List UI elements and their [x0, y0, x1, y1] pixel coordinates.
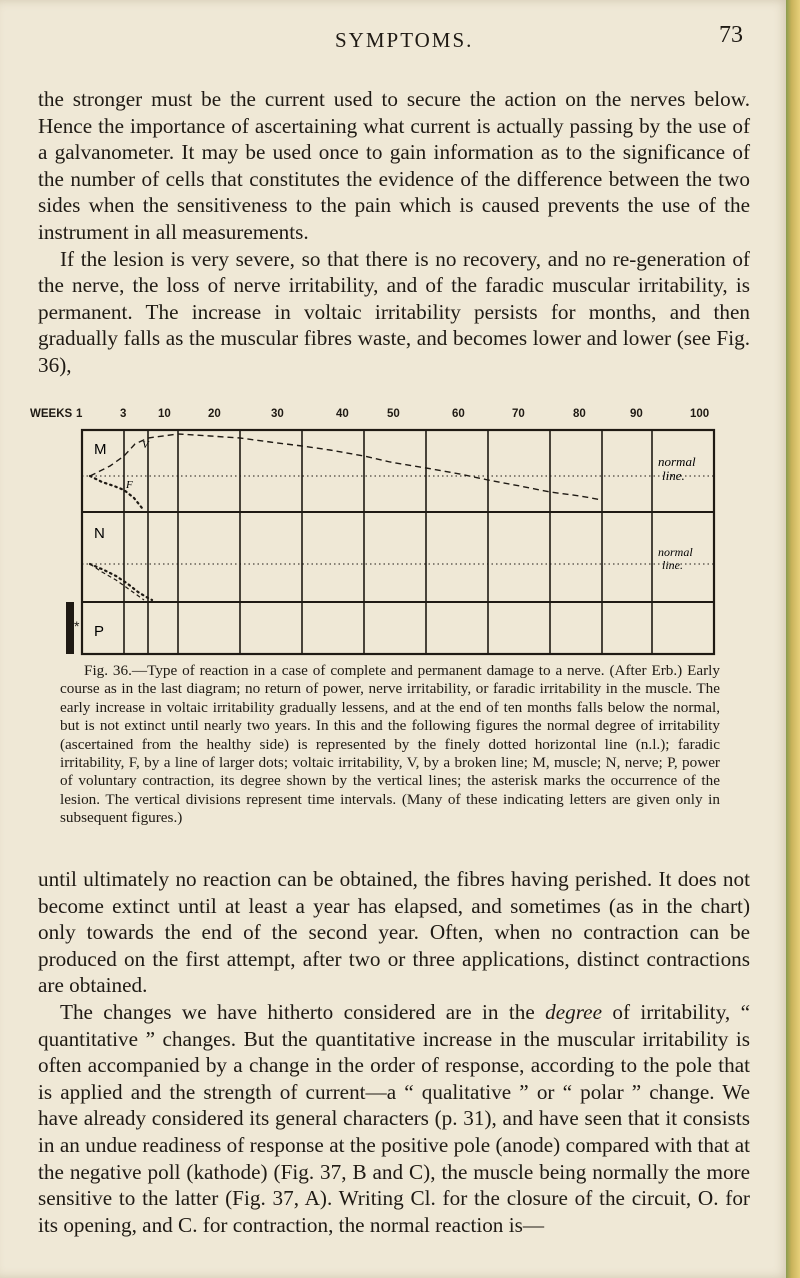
- figure-36: [30, 404, 760, 640]
- scale-tick: 10: [158, 408, 171, 420]
- running-head: SYMPTOMS.: [335, 28, 474, 52]
- paragraph: the stronger must be the current used to secure the action on the nerves below. Hence the importance of ascertaining what current is actually passing by the use of a galvanometer. It may be used once to gain information as to the significance of the number of cells that constitutes the evidence of the difference between the two sides when the sensitiveness to the pain which is caused prevents the use of the instrument in all measurements.: [38, 87, 750, 244]
- page-number: 73: [719, 22, 743, 48]
- asterisk: *: [74, 618, 80, 634]
- scale-tick: 1: [76, 408, 83, 420]
- scale-tick: 100: [690, 408, 710, 420]
- normal-line-label-muscle: normal line.: [658, 454, 696, 483]
- faradic-irritability-line-nerve: [90, 564, 152, 600]
- scale-tick: 20: [208, 408, 221, 420]
- row-label-muscle: M: [94, 441, 107, 458]
- marker-v: V: [142, 439, 149, 451]
- row-label-nerve: N: [94, 525, 105, 542]
- scale-tick: 70: [512, 408, 525, 420]
- voltaic-irritability-line: [90, 434, 602, 500]
- scale-tick: 40: [336, 408, 349, 420]
- row-label-power: P: [94, 623, 105, 640]
- paragraph: until ultimately no reaction can be obtained, the fibres having perished. It does not become extinct until at least a year has elapsed, and sometimes (as in the chart) only towards the end of the second year. Often, when no contraction can be produced on the first attempt, after two or three applications, distinct contractions are obtained.: [38, 867, 750, 998]
- text-run: The changes we have hitherto considered are in the: [60, 999, 546, 1024]
- figure-caption: [60, 662, 720, 828]
- paragraph: [38, 999, 750, 1238]
- reaction-chart: [30, 426, 760, 662]
- scale-tick: 90: [630, 408, 643, 420]
- scale-tick: 3: [120, 408, 127, 420]
- scale-label: WEEKS: [30, 408, 73, 420]
- lesion-bar: [66, 602, 74, 654]
- voltaic-irritability-line-nerve: [90, 564, 144, 600]
- normal-line-label-nerve: normal line.: [658, 545, 693, 572]
- emphasis: degree: [545, 999, 602, 1024]
- marker-f: F: [126, 479, 133, 491]
- scale-tick: 30: [271, 408, 284, 420]
- body-text-top: [38, 86, 750, 379]
- faradic-irritability-line-muscle: [90, 476, 142, 508]
- paragraph: If the lesion is very severe, so that there is no recovery, and no re-generation of the nerve, the loss of nerve irritability, and of the faradic muscular irritability, is permanent. The increase in voltaic irritability persists for months, and then gradually falls as the muscular fibres waste, and becomes lower and lower (see Fig. 36),: [38, 246, 750, 377]
- body-text-bottom: [38, 866, 750, 1238]
- page-edge: [786, 0, 800, 1278]
- page-header: [0, 20, 790, 56]
- scale-tick: 60: [452, 408, 465, 420]
- caption-text: Fig. 36.—Type of reaction in a case of complete and permanent damage to a nerve. (After Erb.) Early course as in the last diagram; no return of power, nerve irritability, or faradic irritability in the muscle. The early increase in voltaic irritability gradually lessens, and at the end of ten months falls below the normal, but is not extinct until nearly two years. In this and the following figures the normal degree of irritability (ascertained from the healthy side) is represented by the finely dotted horizontal line (n.l.); faradic irritability, F, by a line of larger dots; voltaic irritability, V, by a broken line; M, muscle; N, nerve; P, power of voluntary contraction, its degree shown by the vertical lines; the asterisk marks the occurrence of the lesion. The vertical divisions represent time intervals. (Many of these indicating letters are given only in subsequent figures.): [60, 662, 720, 827]
- scale-tick: 50: [387, 408, 400, 420]
- scale-tick: 80: [573, 408, 586, 420]
- time-scale: [30, 404, 760, 426]
- time-divisions: [124, 430, 652, 654]
- text-run: of irritability, “ quantitative ” changes. But the quantitative increase in the muscular irritability is often accompanied by a change in the order of response, according to the pole that is applied and the strength of current—a “ qualitative ” or “ polar ” change. We have already considered its general characters (p. 31), and have seen that it consists in an undue readiness of response at the positive pole (anode) compared with that at the negative poll (kathode) (Fig. 37, B and C), the muscle being normally the more sensitive to the latter (Fig. 37, A). Writing Cl. for the closure of the circuit, O. for its opening, and C. for contraction, the normal reaction is—: [38, 999, 750, 1237]
